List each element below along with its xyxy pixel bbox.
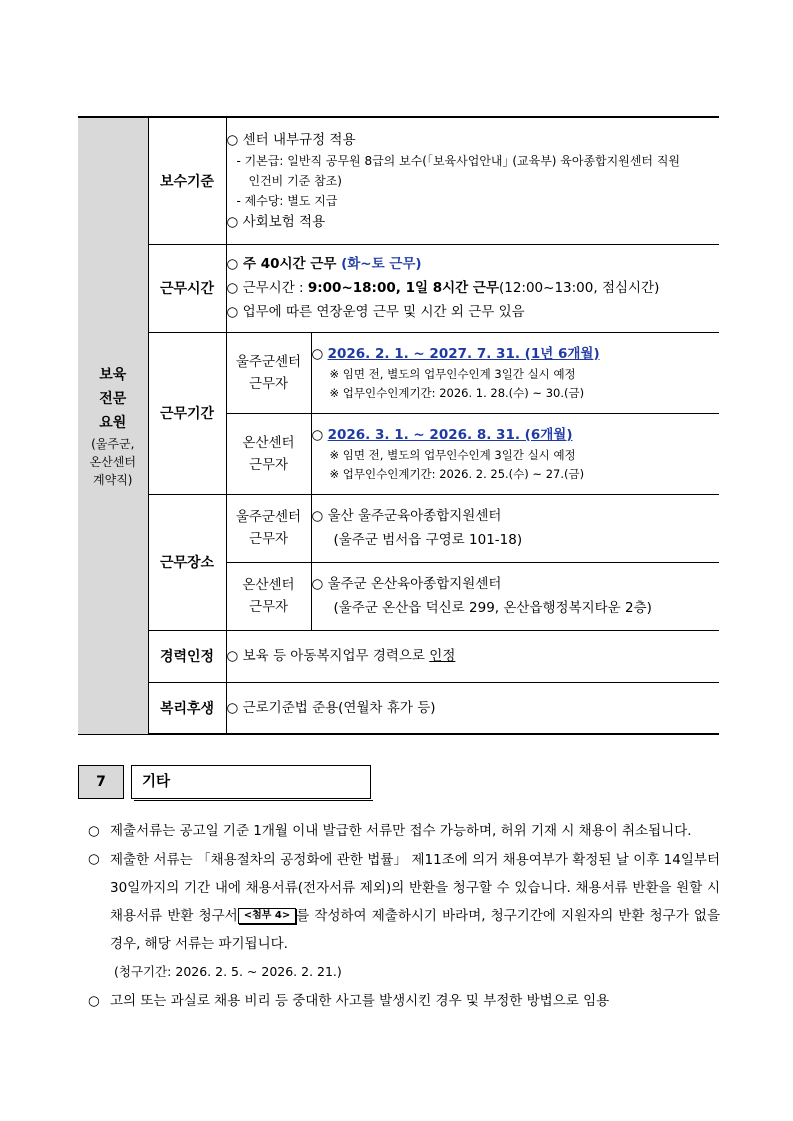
sub-label-line: 울주군센터 <box>235 353 302 370</box>
pay-line: 인건비 기준 참조) <box>248 173 342 188</box>
circle-bullet: ○ <box>88 851 100 867</box>
period-note: ※ 임면 전, 별도의 업무인수인계 3일간 실시 예정 <box>329 366 576 381</box>
pay-line: - 제수당: 별도 지급 <box>236 193 338 208</box>
period-date-line <box>312 424 720 446</box>
pay-line: - 기본급: 일반직 공무원 8급의 보수(｢보육사업안내｣ (교육부) 육아종합지원센터 직원 <box>236 153 681 168</box>
note-text: 를 작성하여 제출하시기 바라며, 청구기간에 지원자의 반환 청구가 없을 경우, 해당 서류는 파기됩니다. <box>110 908 721 952</box>
category-sub-line: 계약직) <box>93 472 133 487</box>
welfare-content: ○ 근로기준법 준용(연월차 휴가 등) <box>226 682 719 734</box>
hours-line <box>227 276 720 300</box>
period-date-line <box>312 343 720 365</box>
period-onsan-label <box>226 413 311 494</box>
hours-line: ○ 업무에 따른 연장운영 근무 및 시간 외 근무 있음 <box>226 304 525 320</box>
pay-line: ○ 사회보험 적용 <box>226 213 326 230</box>
circle-bullet: ○ <box>88 823 100 839</box>
pay-line: ○ 센터 내부규정 적용 <box>226 131 356 148</box>
hours-line <box>227 252 720 276</box>
row-header-hours: 근무시간 <box>148 244 226 332</box>
place-line: ○ 울산 울주군육아종합지원센터 <box>311 508 502 524</box>
place-line: (울주군 범서읍 구영로 101-18) <box>333 532 523 548</box>
row-header-career: 경력인정 <box>148 630 226 682</box>
hours-bold: 9:00~18:00, 1일 8시간 근무 <box>307 280 499 296</box>
place-line: (울주군 온산읍 덕신로 299, 온산읍행정복지타운 2층) <box>333 600 652 616</box>
row-header-welfare: 복리후생 <box>148 682 226 734</box>
note-text: 제출한 서류는 「채용절차의 공정화에 관한 법률」 제11조에 의거 채용여부가 확정된 날 이후 14일부터 30일까지의 기간 내에 채용서류(전자서류 제외)의 반환을 청구할 수 있습니다. 채용서류 반환을 원할 시 채용서류 반환 청구서 <box>110 852 720 924</box>
hours-text: (12:00~13:00, 점심시간) <box>498 280 660 296</box>
category-sub-line: 온산센터 <box>89 454 136 469</box>
hours-days: (화~토 근무) <box>341 256 422 272</box>
row-header-pay: 보수기준 <box>148 117 226 244</box>
sub-label-line: 온산센터 <box>242 434 295 451</box>
period-date: 2026. 3. 1. ~ 2026. 8. 31. (6개월) <box>327 426 573 443</box>
category-sub-line: (울주군, <box>91 436 135 451</box>
hours-text: ○ 주 40시간 근무 <box>226 256 342 272</box>
section-number: 7 <box>78 765 124 799</box>
period-date: 2026. 2. 1. ~ 2027. 7. 31. (1년 6개월) <box>327 345 600 362</box>
bullet: ○ <box>311 345 328 362</box>
period-onsan-content <box>311 413 719 494</box>
sub-label-line: 근무자 <box>248 456 289 473</box>
sub-label-line: 근무자 <box>248 599 289 615</box>
pay-content <box>226 117 719 244</box>
category-title-line: 요원 <box>99 414 127 431</box>
bullet: ○ <box>311 426 328 443</box>
hours-text: ○ 근무시간 : <box>226 280 308 296</box>
sub-label-line: 근무자 <box>248 531 289 547</box>
note-item <box>88 818 720 844</box>
category-cell <box>78 117 148 734</box>
sub-label-line: 울주군센터 <box>235 509 302 525</box>
place-line: ○ 울주군 온산육아종합지원센터 <box>311 576 502 592</box>
period-note: ※ 업무인수인계기간: 2026. 2. 25.(수) ~ 27.(금) <box>329 466 585 481</box>
row-header-period: 근무기간 <box>148 332 226 494</box>
employment-terms-table <box>78 116 719 735</box>
note-item <box>88 988 720 1014</box>
career-recognized: 인정 <box>429 648 456 664</box>
period-ulju-label <box>226 332 311 413</box>
place-onsan-content <box>311 562 719 630</box>
claim-period: (청구기간: 2026. 2. 5. ~ 2026. 2. 21.) <box>114 964 342 979</box>
period-ulju-content <box>311 332 719 413</box>
section-title: 기타 <box>131 765 371 799</box>
circle-bullet: ○ <box>88 993 100 1009</box>
career-text: ○ 보육 등 아동복지업무 경력으로 <box>226 648 430 664</box>
place-onsan-label <box>226 562 311 630</box>
note-item <box>88 846 720 986</box>
note-text-block <box>110 846 720 986</box>
period-note: ※ 업무인수인계기간: 2026. 1. 28.(수) ~ 30.(금) <box>329 385 585 400</box>
sub-label-line: 근무자 <box>248 375 289 392</box>
notes-list <box>88 818 720 1014</box>
place-ulju-content <box>311 494 719 562</box>
sub-label-line: 온산센터 <box>242 577 295 593</box>
career-content <box>226 630 719 682</box>
note-text: 고의 또는 과실로 채용 비리 등 중대한 사고를 발생시킨 경우 및 부정한 방법으로 임용 <box>110 993 610 1009</box>
category-title-line: 보육 <box>99 366 127 383</box>
place-ulju-label <box>226 494 311 562</box>
hours-content <box>226 244 719 332</box>
period-note: ※ 임면 전, 별도의 업무인수인계 3일간 실시 예정 <box>329 447 576 462</box>
category-title-line: 전문 <box>99 390 127 407</box>
attachment-tag: <첨부 4> <box>238 908 297 924</box>
row-header-place: 근무장소 <box>148 494 226 630</box>
note-text: 제출서류는 공고일 기준 1개월 이내 발급한 서류만 접수 가능하며, 허위 기재 시 채용이 취소됩니다. <box>110 823 692 839</box>
